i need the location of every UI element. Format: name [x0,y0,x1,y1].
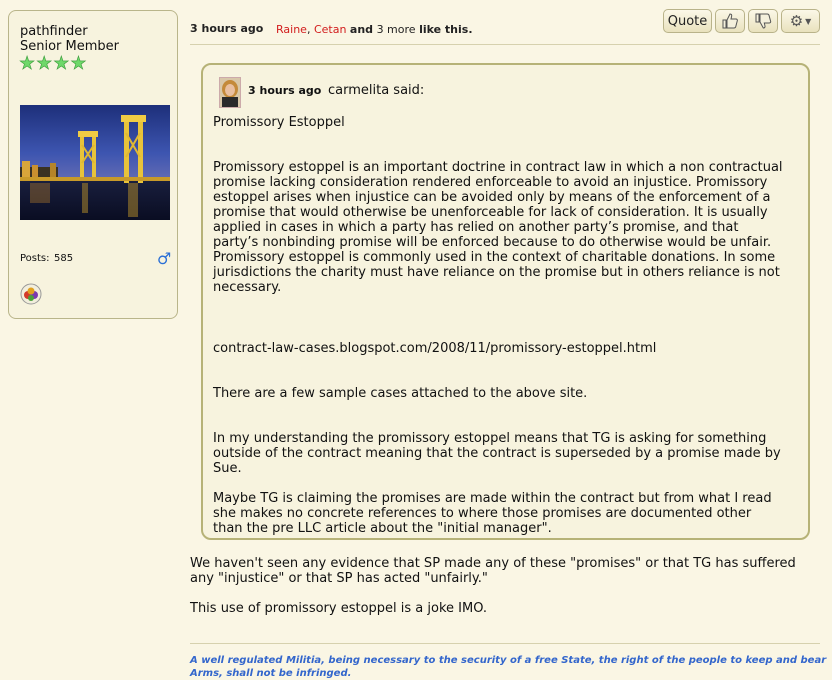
likes-tail: like this. [419,23,473,36]
liker-link[interactable]: Cetan [313,23,347,36]
star-icon: ★ [53,53,70,74]
post-timestamp[interactable]: 3 hours ago [190,22,264,35]
quote-paragraph: Maybe TG is claiming the promises are made within the contract but from what I read she makes no concrete references to where those promises are documented other than the pre LLC article about the "initial manager". [213,491,772,536]
user-title: Senior Member [20,39,120,54]
quote-link[interactable]: contract-law-cases.blogspot.com/2008/11/promissory-estoppel.html [213,341,657,356]
quoted-user-avatar[interactable] [219,77,241,108]
header-divider [190,44,820,45]
star-icon: ★ [36,53,53,74]
quote-timestamp[interactable]: 3 hours ago [248,84,322,97]
dislike-button[interactable] [748,9,778,33]
username[interactable]: pathfinder [20,24,88,39]
gear-icon: ⚙ [789,12,804,30]
quote-paragraph: In my understanding the promissory estoppel means that TG is asking for something outside of the contract meaning that the contract is superseded by a promise made by Sue. [213,431,781,476]
posts-label: Posts: [20,253,50,264]
quote-paragraph: There are a few sample cases attached to the above site. [213,386,588,401]
quote-author: carmelita said: [328,83,425,98]
liker-link[interactable]: Raine [276,23,307,36]
likes-and: and [349,23,374,36]
quote-button[interactable] [663,9,712,33]
likes-separator: , [306,23,311,36]
user-signature: A well regulated Militia, being necessary to the security of a free State, the right of the people to keep and bear Arms, shall not be infringed. [190,655,827,679]
reply-paragraph: We haven't seen any evidence that SP made any of these "promises" or that TG has suffered any "injustice" or that SP has acted "unfairly." [190,556,796,586]
thumbs-down-icon [754,13,772,29]
rating-stars [19,55,87,73]
quote-block [201,63,810,540]
male-gender-icon: ♂ [157,249,172,268]
star-icon: ★ [70,53,87,74]
user-card [8,10,178,319]
thumbs-up-icon [721,13,739,29]
post-options-menu-button[interactable] [781,9,820,33]
likes-more-link[interactable]: 3 more [376,23,416,36]
user-avatar-bridge-image[interactable] [20,105,170,220]
chevron-down-icon: ▼ [805,16,812,26]
like-button[interactable] [715,9,745,33]
reply-paragraph: This use of promissory estoppel is a joke IMO. [190,601,488,616]
signature-divider [190,643,820,644]
quote-paragraph: Promissory estoppel is an important doctrine in contract law in which a non contractual promise lacking consideration rendered enforceable to avoid an injustice. Promissory estoppel arises when injustice can be avoided only by means of the enforcement of a promise that would otherwise be unenforceable for lack of consideration. It is usually applied in cases in which a party has relied on another party’s promise, and that party’s nonbinding promise will be enforced because to do otherwise would be unfair. Promissory estoppel is commonly used in the context of charitable donations. In some jurisdictions the charity must have reliance on the promise but in others reliance is not necessary. [213,160,783,295]
quote-button-label: Quote [667,13,708,29]
star-icon: ★ [19,53,36,74]
likes-summary [276,23,473,36]
posts-count: 585 [54,253,74,264]
fruit-badge-icon[interactable] [20,283,42,305]
quote-title: Promissory Estoppel [213,115,345,130]
